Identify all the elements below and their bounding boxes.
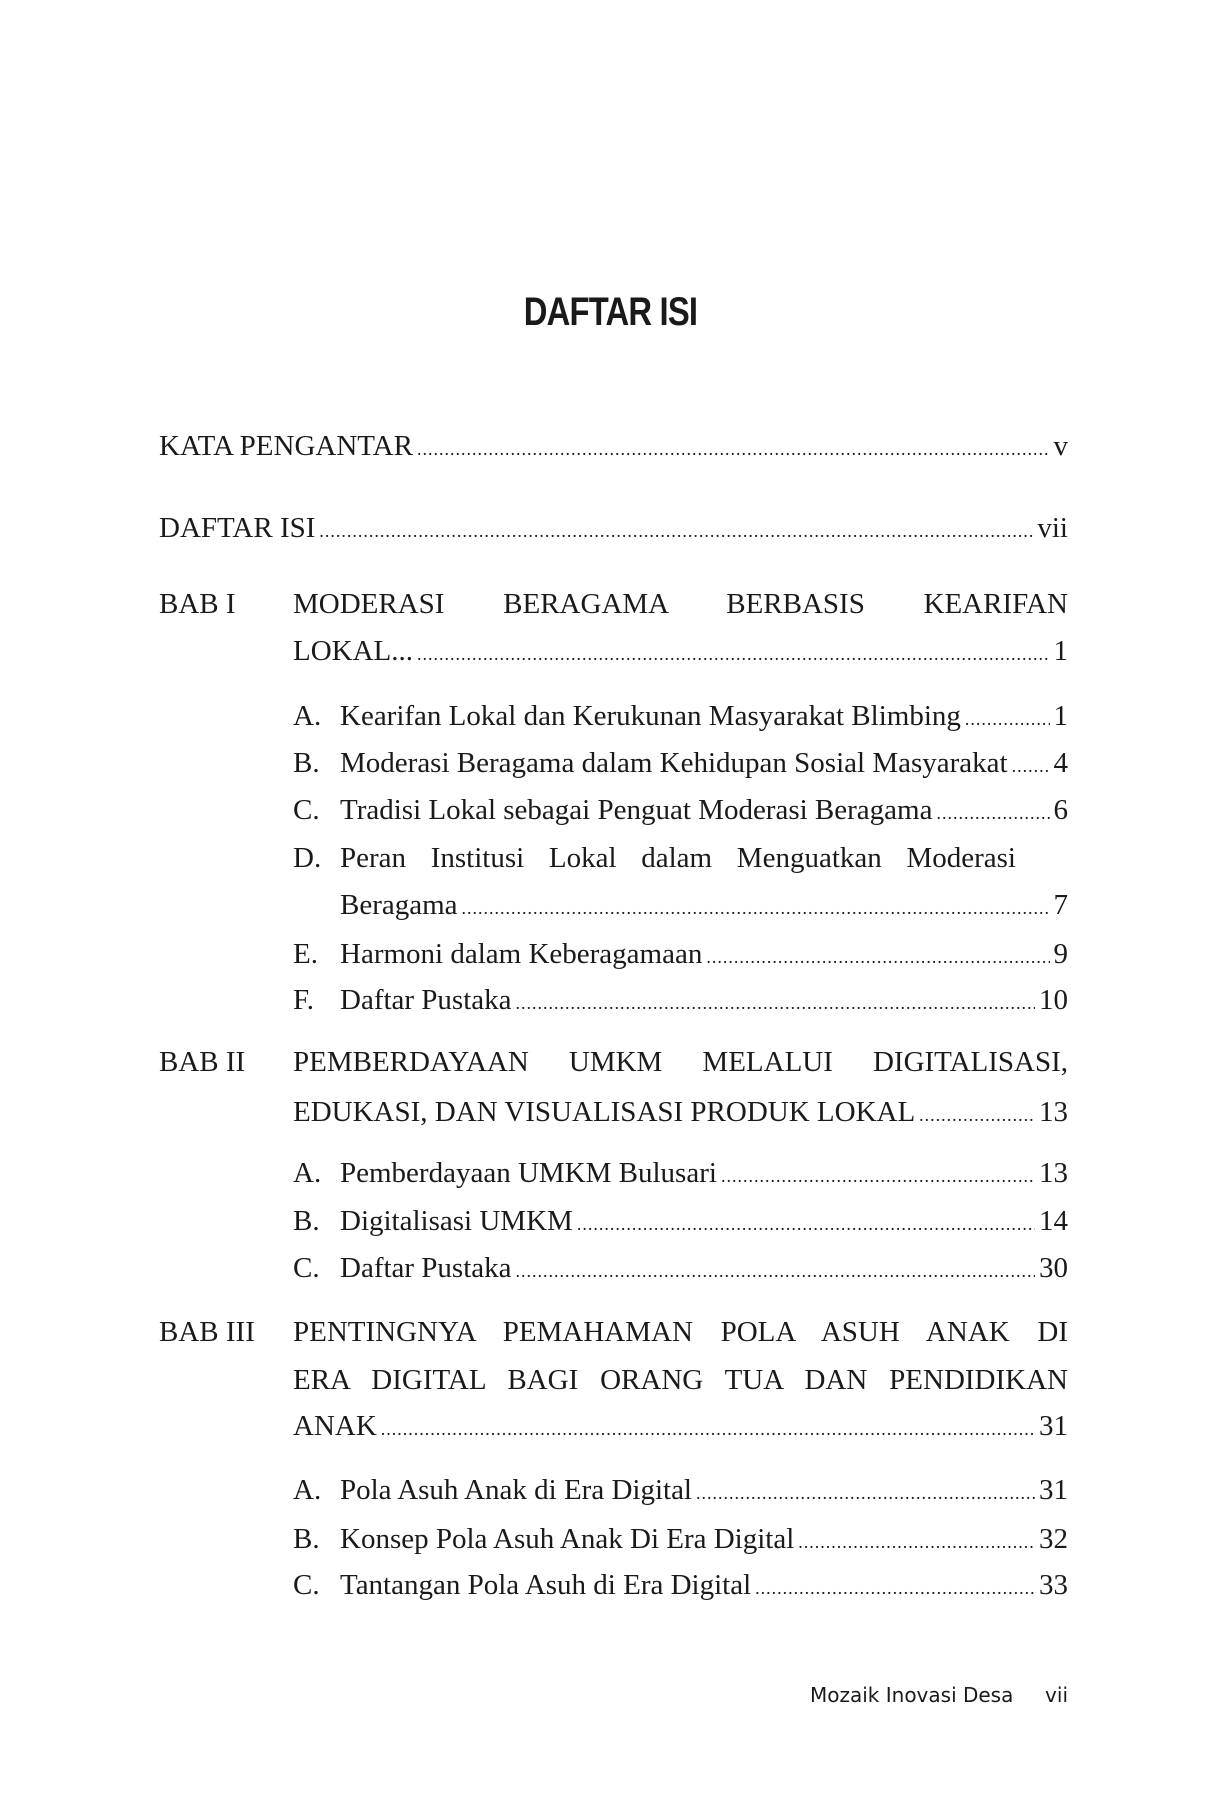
entry-page: vii bbox=[1037, 512, 1068, 544]
chapter-title[interactable]: PEMBERDAYAAN UMKM MELALUI DIGITALISASI, bbox=[293, 1046, 1068, 1078]
leader-dots bbox=[417, 439, 1050, 460]
leader-dots bbox=[919, 1105, 1035, 1126]
entry-page: 33 bbox=[1039, 1569, 1068, 1601]
toc-entry[interactable] bbox=[293, 1252, 1068, 1285]
leader-dots bbox=[516, 1261, 1035, 1282]
toc-entry[interactable] bbox=[159, 430, 1068, 463]
section-title: Pemberdayaan UMKM Bulusari bbox=[340, 1157, 717, 1189]
entry-label: DAFTAR ISI bbox=[159, 512, 316, 544]
leader-dots bbox=[696, 1483, 1035, 1504]
toc-entry[interactable] bbox=[293, 747, 1068, 780]
entry-page: 13 bbox=[1039, 1157, 1068, 1189]
section-title: Tradisi Lokal sebagai Penguat Moderasi Beragama bbox=[340, 794, 933, 826]
section-title: Digitalisasi UMKM bbox=[340, 1205, 573, 1237]
footer-page-number: vii bbox=[1045, 1683, 1068, 1707]
section-letter: A. bbox=[293, 700, 322, 732]
entry-page: 1 bbox=[1053, 700, 1068, 732]
entry-page: 6 bbox=[1053, 794, 1068, 826]
footer-book-title: Mozaik Inovasi Desa bbox=[810, 1683, 1014, 1707]
entry-page: 30 bbox=[1039, 1252, 1068, 1284]
section-title: Daftar Pustaka bbox=[340, 1252, 512, 1284]
toc-entry[interactable] bbox=[293, 1569, 1068, 1602]
section-title: Kearifan Lokal dan Kerukunan Masyarakat Blimbing bbox=[340, 700, 961, 732]
entry-page: v bbox=[1053, 430, 1068, 462]
chapter-title[interactable]: MODERASI BERAGAMA BERBASIS KEARIFAN bbox=[293, 588, 1068, 620]
leader-dots bbox=[381, 1419, 1035, 1440]
entry-page: 1 bbox=[1053, 635, 1068, 667]
toc-entry[interactable] bbox=[293, 794, 1068, 827]
section-title: Moderasi Beragama dalam Kehidupan Sosial Masyarakat bbox=[340, 747, 1008, 779]
section-letter: B. bbox=[293, 1523, 320, 1555]
section-letter: A. bbox=[293, 1157, 322, 1189]
entry-page: 14 bbox=[1039, 1205, 1068, 1237]
leader-dots bbox=[462, 898, 1050, 919]
toc-entry[interactable] bbox=[293, 938, 1068, 971]
toc-entry[interactable] bbox=[293, 700, 1068, 733]
leader-dots bbox=[965, 709, 1050, 730]
toc-entry[interactable] bbox=[159, 512, 1068, 545]
chapter-label: BAB II bbox=[159, 1046, 246, 1078]
entry-page: 4 bbox=[1053, 747, 1068, 779]
section-letter: C. bbox=[293, 1252, 320, 1284]
chapter-title-cont: EDUKASI, DAN VISUALISASI PRODUK LOKAL bbox=[293, 1096, 916, 1128]
section-letter: E. bbox=[293, 938, 318, 970]
toc-entry[interactable] bbox=[340, 889, 1068, 922]
entry-page: 7 bbox=[1053, 889, 1068, 921]
toc-entry[interactable] bbox=[293, 635, 1068, 668]
toc-entry[interactable] bbox=[293, 1523, 1068, 1556]
page-footer bbox=[810, 1683, 1068, 1707]
entry-page: 13 bbox=[1039, 1096, 1068, 1128]
leader-dots bbox=[798, 1532, 1035, 1553]
chapter-label: BAB III bbox=[159, 1316, 255, 1348]
leader-dots bbox=[706, 947, 1049, 968]
toc-entry[interactable] bbox=[293, 1205, 1068, 1238]
section-letter: C. bbox=[293, 794, 320, 826]
toc-entry[interactable] bbox=[293, 1474, 1068, 1507]
section-letter: A. bbox=[293, 1474, 322, 1506]
toc-entry[interactable] bbox=[293, 1096, 1068, 1129]
entry-page: 31 bbox=[1039, 1474, 1068, 1506]
leader-dots bbox=[516, 993, 1035, 1014]
chapter-title[interactable]: PENTINGNYA PEMAHAMAN POLA ASUH ANAK DI bbox=[293, 1316, 1068, 1348]
chapter-title-cont: LOKAL... bbox=[293, 635, 414, 667]
chapter-label: BAB I bbox=[159, 588, 236, 620]
page-title: DAFTAR ISI bbox=[523, 290, 698, 334]
section-title: Daftar Pustaka bbox=[340, 984, 512, 1016]
section-title: Tantangan Pola Asuh di Era Digital bbox=[340, 1569, 752, 1601]
entry-page: 32 bbox=[1039, 1523, 1068, 1555]
section-letter: F. bbox=[293, 984, 315, 1016]
leader-dots bbox=[721, 1166, 1035, 1187]
toc-entry[interactable] bbox=[293, 842, 1068, 875]
leader-dots bbox=[1012, 756, 1050, 777]
leader-dots bbox=[577, 1214, 1035, 1235]
section-title-cont: Beragama bbox=[340, 889, 458, 921]
chapter-title-cont[interactable]: ERA DIGITAL BAGI ORANG TUA DAN PENDIDIKAN bbox=[293, 1364, 1068, 1396]
entry-page: 9 bbox=[1053, 938, 1068, 970]
leader-dots bbox=[319, 521, 1033, 542]
entry-page: 10 bbox=[1039, 984, 1068, 1016]
section-letter: B. bbox=[293, 747, 320, 779]
section-title: Harmoni dalam Keberagamaan bbox=[340, 938, 703, 970]
toc-entry[interactable] bbox=[293, 984, 1068, 1017]
chapter-title-cont: ANAK bbox=[293, 1410, 377, 1442]
toc-entry[interactable] bbox=[293, 1410, 1068, 1443]
section-letter: D. bbox=[293, 842, 322, 874]
section-letter: C. bbox=[293, 1569, 320, 1601]
leader-dots bbox=[755, 1578, 1035, 1599]
section-title: Peran Institusi Lokal dalam Menguatkan Moderasi bbox=[340, 842, 1016, 874]
section-title: Pola Asuh Anak di Era Digital bbox=[340, 1474, 692, 1506]
section-title: Konsep Pola Asuh Anak Di Era Digital bbox=[340, 1523, 795, 1555]
leader-dots bbox=[417, 644, 1049, 665]
entry-label: KATA PENGANTAR bbox=[159, 430, 413, 462]
leader-dots bbox=[936, 803, 1049, 824]
toc-entry[interactable] bbox=[293, 1157, 1068, 1190]
section-letter: B. bbox=[293, 1205, 320, 1237]
entry-page: 31 bbox=[1039, 1410, 1068, 1442]
